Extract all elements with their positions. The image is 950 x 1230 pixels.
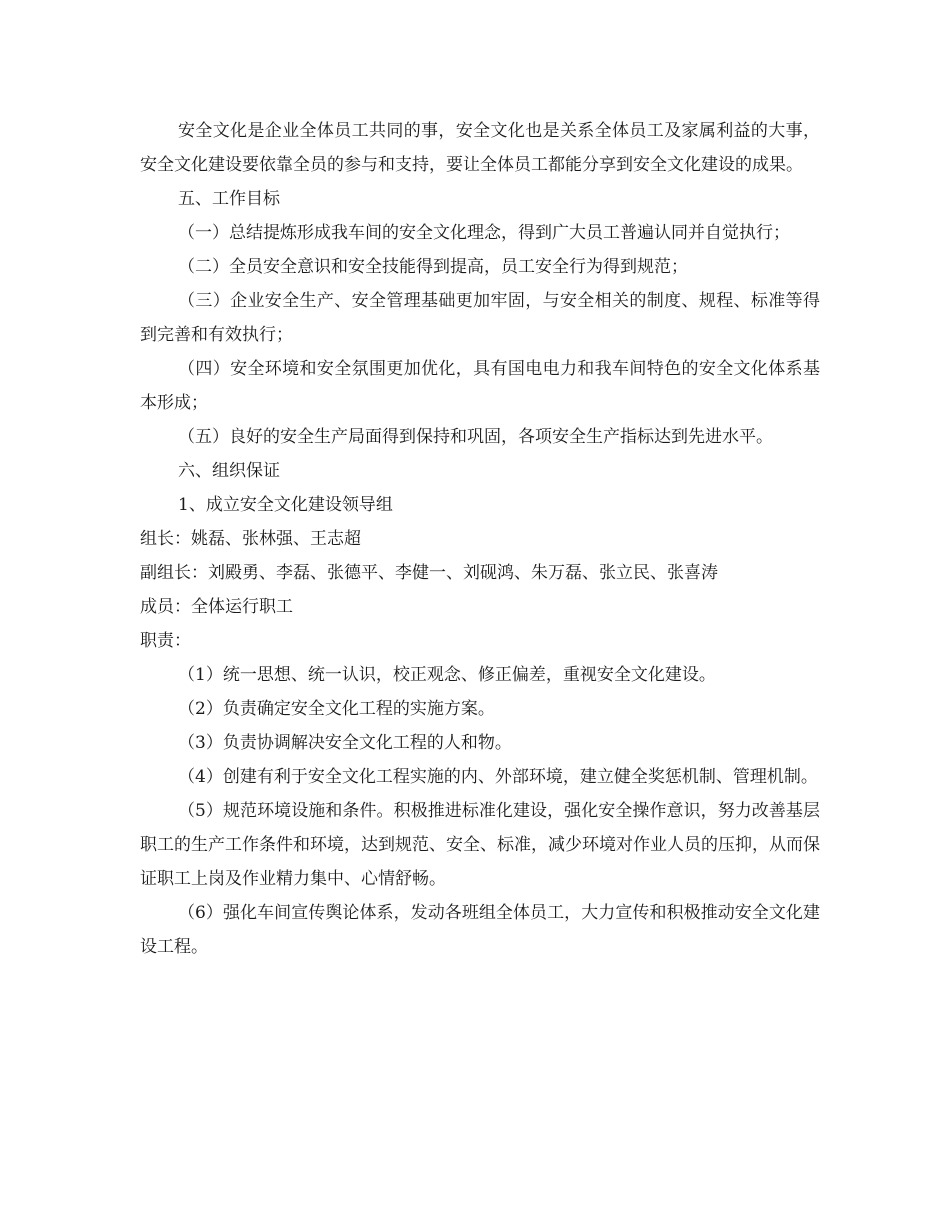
duty-item-2: （2）负责确定安全文化工程的实施方案。 (178, 699, 495, 719)
duty-item-4: （4）创建有利于安全文化工程实施的内、外部环境，建立健全奖惩机制、管理机制。 (178, 767, 818, 787)
subsection-heading-leadership-group: 1、成立安全文化建设领导组 (178, 495, 393, 515)
goal-item-3: （三）企业安全生产、安全管理基础更加牢固，与安全相关的制度、规程、标准等得到完善和有效执行； (140, 291, 820, 345)
section-heading-organization: 六、组织保证 (178, 461, 280, 481)
members-line: 成员：全体运行职工 (140, 597, 293, 617)
duty-item-5: （5）规范环境设施和条件。积极推进标准化建设，强化安全操作意识，努力改善基层职工的生产工作条件和环境，达到规范、安全、标准，减少环境对作业人员的压抑，从而保证职工上岗及作业精力集中、心情舒畅。 (140, 801, 820, 889)
group-leader-line: 组长：姚磊、张林强、王志超 (140, 529, 361, 549)
intro-paragraph: 安全文化是企业全体员工共同的事，安全文化也是关系全体员工及家属利益的大事，安全文化建设要依靠全员的参与和支持，要让全体员工都能分享到安全文化建设的成果。 (140, 121, 820, 175)
duty-item-3: （3）负责协调解决安全文化工程的人和物。 (178, 733, 512, 753)
deputy-leader-line: 副组长：刘殿勇、李磊、张德平、李健一、刘砚鸿、朱万磊、张立民、张喜涛 (140, 563, 718, 583)
duty-item-6: （6）强化车间宣传舆论体系，发动各班组全体员工，大力宣传和积极推动安全文化建设工程。 (140, 903, 820, 957)
goal-item-1: （一）总结提炼形成我车间的安全文化理念，得到广大员工普遍认同并自觉执行； (178, 223, 790, 243)
section-heading-work-goals: 五、工作目标 (178, 189, 280, 209)
goal-item-4: （四）安全环境和安全氛围更加优化，具有国电电力和我车间特色的安全文化体系基本形成； (140, 359, 820, 413)
duty-item-1: （1）统一思想、统一认识，校正观念、修正偏差，重视安全文化建设。 (178, 665, 716, 685)
document-body (140, 114, 820, 964)
goal-item-2: （二）全员安全意识和安全技能得到提高，员工安全行为得到规范； (178, 257, 688, 277)
goal-item-5: （五）良好的安全生产局面得到保持和巩固，各项安全生产指标达到先进水平。 (178, 427, 773, 447)
duties-label: 职责： (140, 631, 191, 651)
